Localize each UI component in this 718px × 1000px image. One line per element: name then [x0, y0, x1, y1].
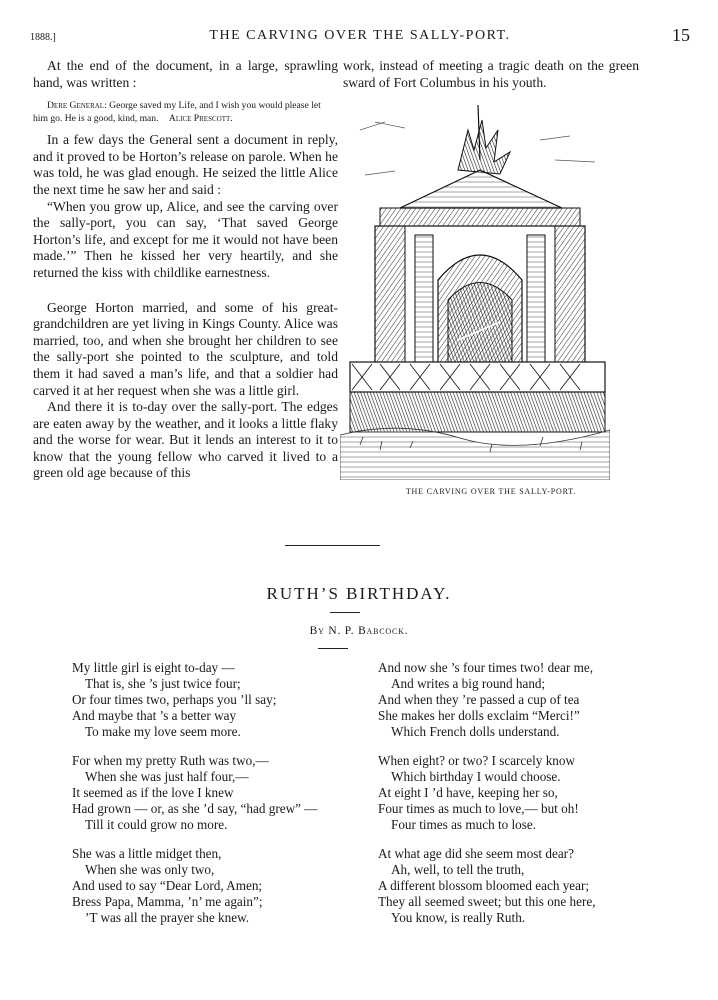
poem-line: And maybe that ’s a better way [72, 708, 237, 723]
article-left-column [33, 58, 338, 482]
poem-stanza [378, 846, 678, 926]
poem-line: And now she ’s four times two! dear me, [378, 660, 593, 675]
poem-line: Had grown — or, as she ’d say, “had grew” — [72, 801, 318, 816]
poem-line: At eight I ’d have, keeping her so, [378, 785, 558, 800]
figure-caption: THE CARVING OVER THE SALLY-PORT. [405, 487, 577, 496]
poem-line: Four times as much to love,— but oh! [378, 801, 579, 816]
poem-line: Or four times two, perhaps you ’ll say; [72, 692, 277, 707]
poem-stanza [72, 660, 362, 740]
poem-left-column [72, 660, 362, 926]
poem-byline: By N. P. Babcock. [309, 625, 409, 637]
poem-line: Four times as much to lose. [391, 817, 537, 832]
article-right-column [343, 58, 639, 91]
poem-line: My little girl is eight to-day — [72, 660, 235, 675]
sally-port-engraving [340, 100, 610, 480]
poem-line: Which French dolls understand. [391, 724, 560, 739]
poem-stanza [72, 753, 362, 833]
article-paragraph: work, instead of meeting a tragic death on the green sward of Fort Columbus in his youth. [343, 58, 639, 90]
poem-line: Till it could grow no more. [85, 817, 228, 832]
poem-line: At what age did she seem most dear? [378, 846, 574, 861]
poem-title: RUTH’S BIRTHDAY. [266, 584, 452, 603]
byline-rule [318, 648, 348, 649]
header-title: THE CARVING OVER THE SALLY-PORT. [209, 28, 511, 43]
poem-line: And when they ’re passed a cup of tea [378, 692, 580, 707]
letter-body: George saved my Life, and I wish you would please let him go. He is a good, kind, man. [33, 100, 321, 124]
article-paragraph: George Horton married, and some of his great-grandchildren are yet living in Kings County. Alice was married, too, and when she brought her children to see the sally-port she pointed to the sculpture, and told them it had saved a man’s life, and that a soldier had carved it at her request when she was a little girl. [33, 299, 338, 398]
running-header [30, 25, 690, 48]
poem-line: She makes her dolls exclaim “Merci!” [378, 708, 580, 723]
poem-line: You know, is really Ruth. [391, 910, 526, 925]
poem-line: Bress Papa, Mamma, ’n’ me again”; [72, 894, 263, 909]
poem-line: That is, she ’s just twice four; [85, 676, 241, 691]
poem-line: When she was only two, [85, 862, 215, 877]
section-divider [285, 545, 380, 546]
poem-line: A different blossom bloomed each year; [378, 878, 590, 893]
article-paragraph: In a few days the General sent a document in reply, and it proved to be Horton’s release on parole. When he was told, he was glad enough. He seized the little Alice the next time he saw her and said : [33, 132, 338, 197]
poem-stanza [378, 660, 678, 740]
poem-line: It seemed as if the love I knew [72, 785, 234, 800]
poem-right-column [378, 660, 678, 926]
letter-signature: Alice Prescott. [168, 112, 233, 124]
poem-line: They all seemed sweet; but this one here, [378, 894, 596, 909]
poem-line: ’T was all the prayer she knew. [85, 910, 250, 925]
poem-line: She was a little midget then, [72, 846, 222, 861]
poem-line: Which birthday I would choose. [391, 769, 561, 784]
title-rule [330, 612, 360, 613]
letter-quote [33, 100, 338, 125]
letter-salutation: Dere General: [47, 100, 107, 112]
poem-line: And writes a big round hand; [391, 676, 546, 691]
poem-line: And used to say “Dear Lord, Amen; [72, 878, 263, 893]
article-paragraph: At the end of the document, in a large, sprawling hand, was written : [33, 58, 338, 90]
trophy-sculpture [458, 105, 510, 174]
poem-stanza [72, 846, 362, 926]
article-paragraph: And there it is to-day over the sally-port. The edges are eaten away by the weather, and it looks a little flaky and the worse for wear. But it lends an interest to it to know that the young fellow who carved it lived to a green old age because of this [33, 399, 338, 481]
engraving-illustration [340, 100, 610, 480]
poem-stanza [378, 753, 678, 833]
page-number: 15 [672, 25, 690, 45]
poem-line: When eight? or two? I scarcely know [378, 753, 576, 768]
poem-line: To make my love seem more. [85, 724, 241, 739]
poem-line: For when my pretty Ruth was two,— [72, 753, 269, 768]
article-paragraph: “When you grow up, Alice, and see the carving over the sally-port, you can say, ‘That saved George Horton’s life, and except for me it would not have been made.’” Then he kissed her very heartily, and she returned the kiss with childlike earnestness. [33, 198, 338, 280]
poem-line: When she was just half four,— [85, 769, 249, 784]
header-year: 1888.] [30, 32, 56, 43]
poem-line: Ah, well, to tell the truth, [391, 862, 525, 877]
